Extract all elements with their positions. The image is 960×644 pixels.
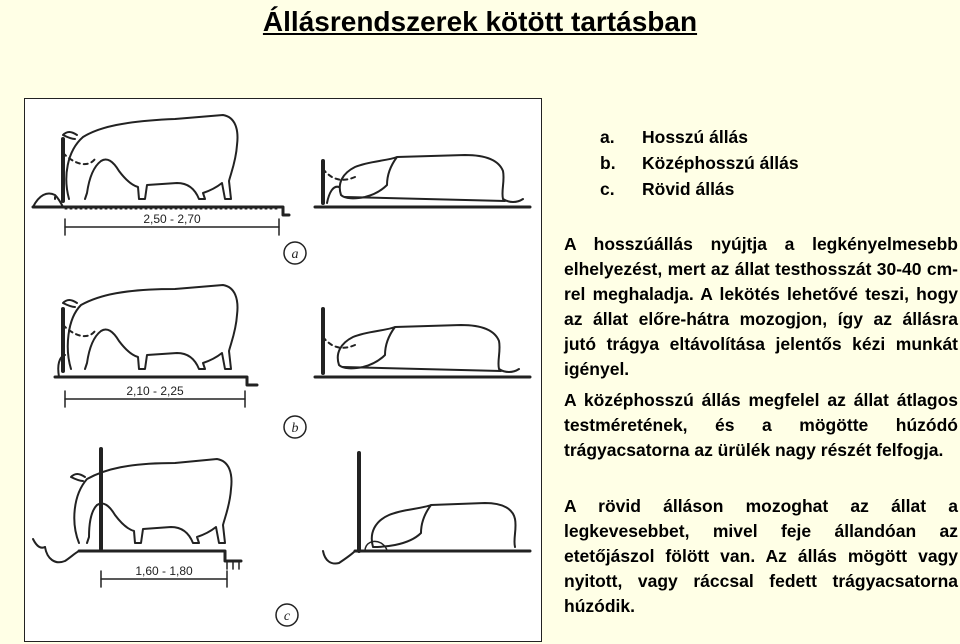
panel-a bbox=[33, 115, 530, 264]
panel-c bbox=[33, 449, 530, 626]
panel-b bbox=[55, 285, 530, 438]
legend-item bbox=[600, 124, 799, 150]
legend-label: Rövid állás bbox=[642, 179, 735, 199]
panel-letter-b: b bbox=[291, 421, 299, 436]
dimension-label-b: 2,10 - 2,25 bbox=[126, 384, 184, 398]
page-title: Állásrendszerek kötött tartásban bbox=[262, 6, 698, 37]
legend-item bbox=[600, 150, 799, 176]
lying-cow-a bbox=[340, 155, 523, 202]
stall-type-legend bbox=[600, 124, 799, 202]
standing-cow-a bbox=[66, 115, 237, 199]
standing-cow-b bbox=[68, 285, 238, 369]
legend-label: Hosszú állás bbox=[642, 127, 749, 147]
legend-marker: b. bbox=[600, 153, 616, 173]
panel-letter-c: c bbox=[283, 609, 291, 624]
lying-cow-c bbox=[372, 503, 516, 547]
panel-letter-a: a bbox=[291, 247, 299, 262]
standing-cow-c bbox=[74, 459, 231, 543]
paragraph-long-stall: A hosszúállás nyújtja a legkényelmesebb elhelyezést, mert az állat testhosszát 30-40 cm-rel meghaladja. A lekötés lehetővé teszi, hogy az állat előre-hátra mozogjon, így az állásra jutó trágya eltávolítása jelentős kézi munkát igényel. bbox=[564, 234, 958, 379]
dimension-label-c: 1,60 - 1,80 bbox=[135, 564, 193, 578]
paragraph-medium-stall: A középhosszú állás megfelel az állat átlagos testméretének, és a mögötte húzódó trágyacsatorna az ürülék nagy részét felfogja. bbox=[564, 390, 958, 460]
stall-system-figure bbox=[24, 98, 542, 642]
legend-marker: c. bbox=[600, 179, 615, 199]
legend-label: Középhosszú állás bbox=[642, 153, 799, 173]
lying-cow-b bbox=[338, 325, 519, 372]
legend-marker: a. bbox=[600, 127, 615, 147]
floor-c bbox=[79, 551, 241, 561]
legend-item bbox=[600, 176, 799, 202]
manger-a bbox=[33, 194, 63, 208]
dimension-label-a: 2,50 - 2,70 bbox=[143, 212, 201, 226]
paragraph-short-stall: A rövid álláson mozoghat az állat a legkevesebbet, mivel feje állandóan az etetőjászol fölött van. Az állás mögött vagy nyitott, vagy ráccsal fedett trágyacsatorna húzódik. bbox=[564, 496, 958, 616]
